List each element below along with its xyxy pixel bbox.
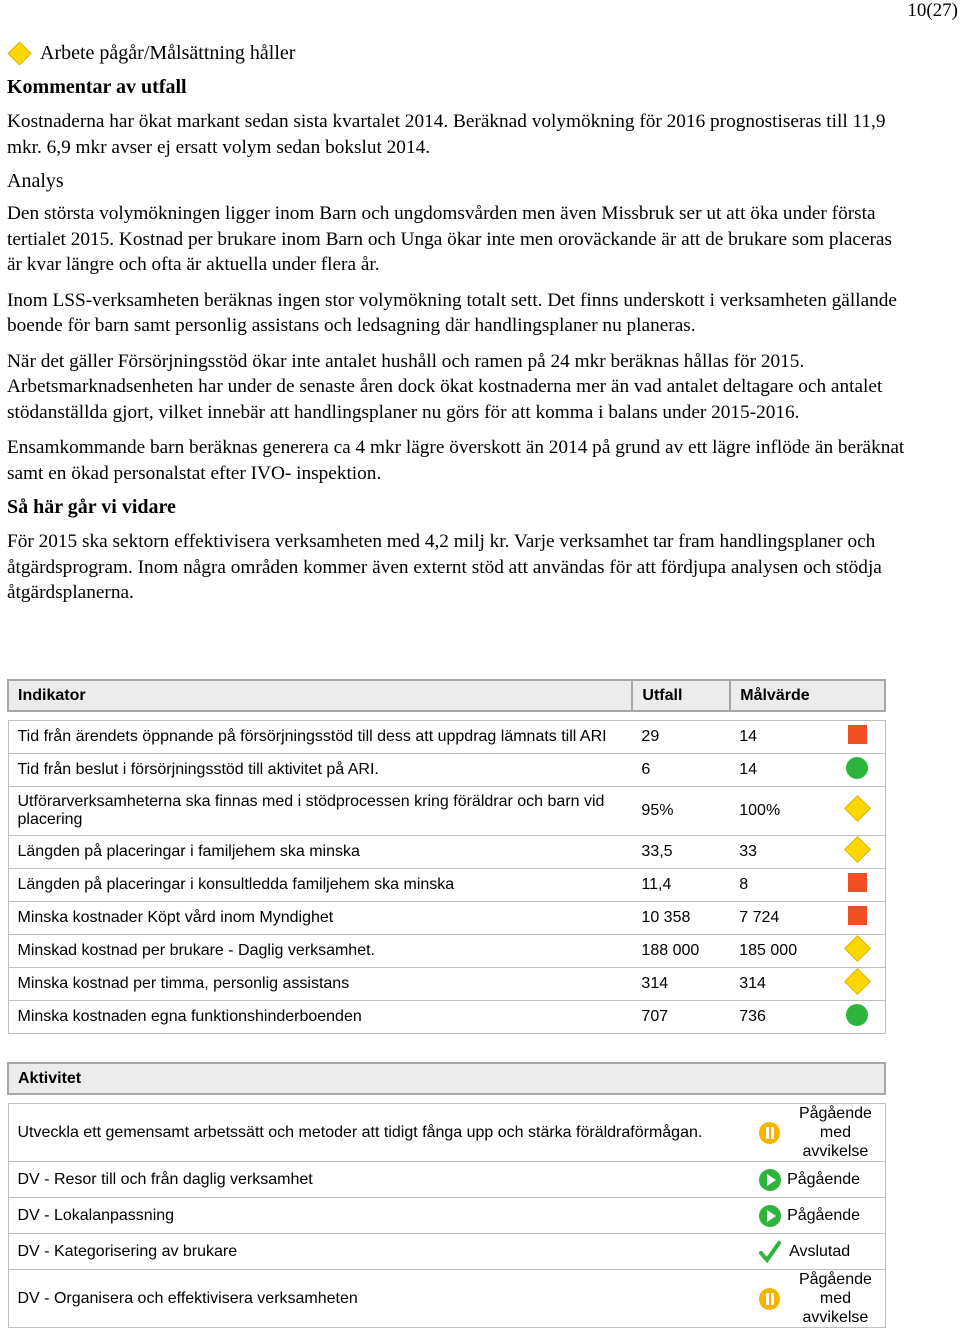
- analys-heading: Analys: [7, 170, 64, 192]
- kommentar-heading: Kommentar av utfall: [7, 76, 187, 98]
- table-row: [8, 1162, 885, 1198]
- red-square-icon: [848, 906, 867, 925]
- report-body: [7, 38, 907, 616]
- yellow-diamond-icon: [844, 795, 871, 822]
- analys-paragraph: Inom LSS-verksamheten beräknas ingen stor volymökning totalt sett. Det finns underskott i verksamheten gällande boende för barn samt personlig assistans och ledsagning där handlingsplaner nu planeras.: [7, 289, 897, 336]
- status-label: Pågående: [798, 1271, 872, 1288]
- analys-paragraph: Ensamkommande barn beräknas generera ca 4 mkr lägre överskott än 2014 på grund av ett lägre inflöde än beräknat samt en ökad personalstat efter IVO- inspektion.: [7, 437, 905, 484]
- header-indikator: Indikator: [8, 680, 632, 711]
- table-row: [8, 902, 885, 935]
- activity-header-row: [8, 1063, 885, 1094]
- indicator-malvarde: 736: [730, 1001, 830, 1034]
- table-row: [8, 836, 885, 869]
- indicator-utfall: 29: [632, 721, 730, 754]
- table-row: [8, 968, 885, 1001]
- indicator-utfall: 188 000: [632, 935, 730, 968]
- indicator-name: Minska kostnaden egna funktionshinderboenden: [8, 1001, 632, 1034]
- table-row: [8, 787, 885, 836]
- table-row: [8, 1001, 885, 1034]
- activity-name: DV - Lokalanpassning: [8, 1198, 751, 1234]
- status-label: Avslutad: [789, 1242, 851, 1260]
- activity-name: DV - Resor till och från daglig verksamhet: [8, 1162, 751, 1198]
- yellow-diamond-icon: [844, 968, 871, 995]
- indicator-malvarde: 100%: [730, 787, 830, 836]
- red-square-icon: [848, 873, 867, 892]
- indicator-name: Minskad kostnad per brukare - Daglig verksamhet.: [8, 935, 632, 968]
- indicator-malvarde: 14: [730, 754, 830, 787]
- activity-name: DV - Organisera och effektivisera verksamheten: [8, 1270, 751, 1328]
- page-number: 10(27): [907, 0, 958, 21]
- activity-name: DV - Kategorisering av brukare: [8, 1234, 751, 1270]
- activity-status: [759, 1270, 884, 1327]
- indicator-utfall: 33,5: [632, 836, 730, 869]
- indicator-name: Tid från beslut i försörjningsstöd till aktivitet på ARI.: [8, 754, 632, 787]
- yellow-diamond-icon: [844, 836, 871, 863]
- indicator-utfall: 314: [632, 968, 730, 1001]
- indicator-name: Minska kostnader Köpt vård inom Myndighet: [8, 902, 632, 935]
- indicator-name: Minska kostnad per timma, personlig assistans: [8, 968, 632, 1001]
- header-aktivitet: Aktivitet: [8, 1063, 885, 1094]
- indicator-name: Längden på placeringar i familjehem ska minska: [8, 836, 632, 869]
- green-circle-icon: [846, 757, 868, 779]
- red-square-icon: [848, 725, 867, 744]
- activity-table: [7, 1062, 886, 1328]
- status-label: Pågående: [787, 1206, 861, 1224]
- check-icon: [759, 1240, 781, 1264]
- pause-icon: [759, 1122, 780, 1144]
- header-utfall: Utfall: [632, 680, 730, 711]
- analys-paragraph: Den största volymökningen ligger inom Barn och ungdomsvården men även Missbruk ser ut att öka under första tertialet 2015. Kostnad per brukare inom Barn och Unga ökar inte men oroväckande är att de brukare som placeras är kvar längre och ofta är aktuella under flera år.: [7, 203, 892, 275]
- indicator-header-row: [8, 680, 885, 711]
- indicator-malvarde: 33: [730, 836, 830, 869]
- table-row: [8, 754, 885, 787]
- yellow-diamond-icon: [7, 41, 31, 65]
- indicator-utfall: 11,4: [632, 869, 730, 902]
- indicator-table: [7, 679, 886, 1034]
- yellow-diamond-icon: [844, 935, 871, 962]
- indicator-malvarde: 14: [730, 721, 830, 754]
- play-icon: [759, 1169, 781, 1191]
- vidare-heading: Så här går vi vidare: [7, 496, 176, 518]
- analys-paragraph: När det gäller Försörjningsstöd ökar inte antalet hushåll och ramen på 24 mkr beräknas hållas för 2015. Arbetsmarknadsenheten har under de senaste åren dock ökat kostnaderna mer än vad antalet deltagare och antalet stödanställda gjort, vilket innebär att handlingsplaner nu görs för att komma i balans under 2015-2016.: [7, 350, 883, 423]
- indicator-malvarde: 185 000: [730, 935, 830, 968]
- play-icon: [759, 1205, 781, 1227]
- table-row: [8, 935, 885, 968]
- header-malvarde: Målvärde: [730, 680, 885, 711]
- status-sublabel: med avvikelse: [802, 1124, 869, 1160]
- indicator-utfall: 10 358: [632, 902, 730, 935]
- status-line: [7, 38, 907, 68]
- indicator-utfall: 707: [632, 1001, 730, 1034]
- indicator-malvarde: 314: [730, 968, 830, 1001]
- activity-status: [759, 1169, 884, 1191]
- status-label: Pågående: [787, 1170, 861, 1188]
- green-circle-icon: [846, 1004, 868, 1026]
- table-row: [8, 1198, 885, 1234]
- indicator-malvarde: 8: [730, 869, 830, 902]
- vidare-text: För 2015 ska sektorn effektivisera verksamheten med 4,2 milj kr. Varje verksamhet tar fram handlingsplaner och åtgärdsprogram. Inom några områden kommer även externt stöd att användas för att fördjupa analysen och stödja åtgärdsplanerna.: [7, 531, 882, 603]
- indicator-name: Längden på placeringar i konsultledda familjehem ska minska: [8, 869, 632, 902]
- indicator-name: Utförarverksamheterna ska finnas med i stödprocessen kring föräldrar och barn vid placering: [8, 787, 632, 836]
- indicator-malvarde: 7 724: [730, 902, 830, 935]
- status-label: Pågående: [798, 1105, 872, 1122]
- status-text: Arbete pågår/Målsättning håller: [40, 41, 296, 64]
- table-row: [8, 1234, 885, 1270]
- activity-status: [759, 1104, 884, 1161]
- indicator-name: Tid från ärendets öppnande på försörjningsstöd till dess att uppdrag lämnats till ARI: [8, 721, 632, 754]
- status-sublabel: med avvikelse: [802, 1290, 869, 1326]
- table-row: [8, 721, 885, 754]
- activity-name: Utveckla ett gemensamt arbetssätt och metoder att tidigt fånga upp och stärka föräldraförmågan.: [8, 1104, 751, 1162]
- table-row: [8, 869, 885, 902]
- table-row: [8, 1270, 885, 1328]
- indicator-utfall: 6: [632, 754, 730, 787]
- indicator-utfall: 95%: [632, 787, 730, 836]
- activity-status: [759, 1205, 884, 1227]
- activity-status: [759, 1240, 884, 1264]
- pause-icon: [759, 1288, 780, 1310]
- table-row: [8, 1104, 885, 1162]
- kommentar-text: Kostnaderna har ökat markant sedan sista kvartalet 2014. Beräknad volymökning för 2016 prognostiseras till 11,9 mkr. 6,9 mkr avser ej ersatt volym sedan bokslut 2014.: [7, 111, 886, 158]
